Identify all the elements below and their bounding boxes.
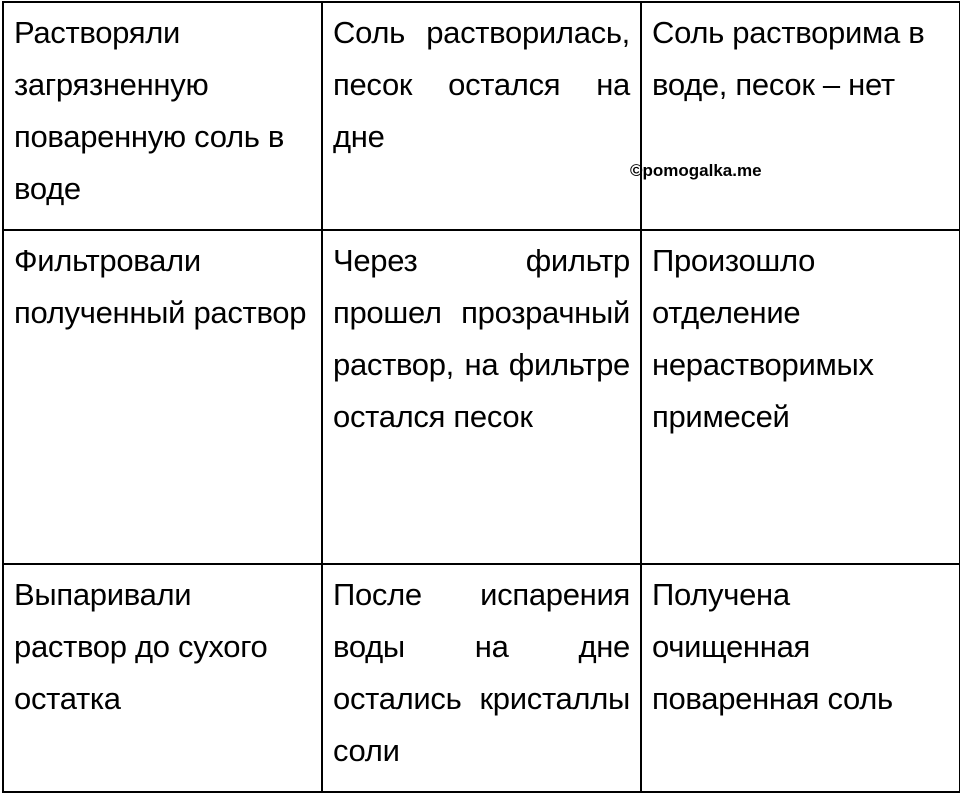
observation-text: Соль растворилась, песок остался на дне: [333, 15, 630, 154]
conclusion-text: Произошло отделение нерастворимых примесей: [652, 243, 874, 434]
action-text: Выпаривали раствор до сухого остатка: [14, 577, 268, 716]
table-row: [3, 230, 960, 564]
action-cell: [3, 230, 322, 564]
observation-text: Через фильтр прошел прозрачный раствор, на фильтре остался песок: [333, 243, 630, 434]
conclusion-text: Получена очищенная поваренная соль: [652, 577, 893, 716]
observation-cell: [322, 2, 641, 230]
table-row: [3, 564, 960, 792]
action-text: Фильтровали полученный раствор: [14, 243, 307, 330]
conclusion-cell: [641, 230, 960, 564]
action-cell: [3, 2, 322, 230]
observation-cell: [322, 230, 641, 564]
action-cell: [3, 564, 322, 792]
conclusion-text: Соль растворима в воде, песок – нет: [652, 15, 925, 102]
action-text: Растворяли загрязненную поваренную соль в воде: [14, 15, 285, 206]
watermark-text: ©pomogalka.me: [630, 161, 762, 180]
table-row: [3, 2, 960, 230]
observation-cell: [322, 564, 641, 792]
experiment-table: [2, 1, 960, 793]
observation-text: После испарения воды на дне остались кристаллы соли: [333, 577, 630, 768]
conclusion-cell: [641, 2, 960, 230]
conclusion-cell: [641, 564, 960, 792]
